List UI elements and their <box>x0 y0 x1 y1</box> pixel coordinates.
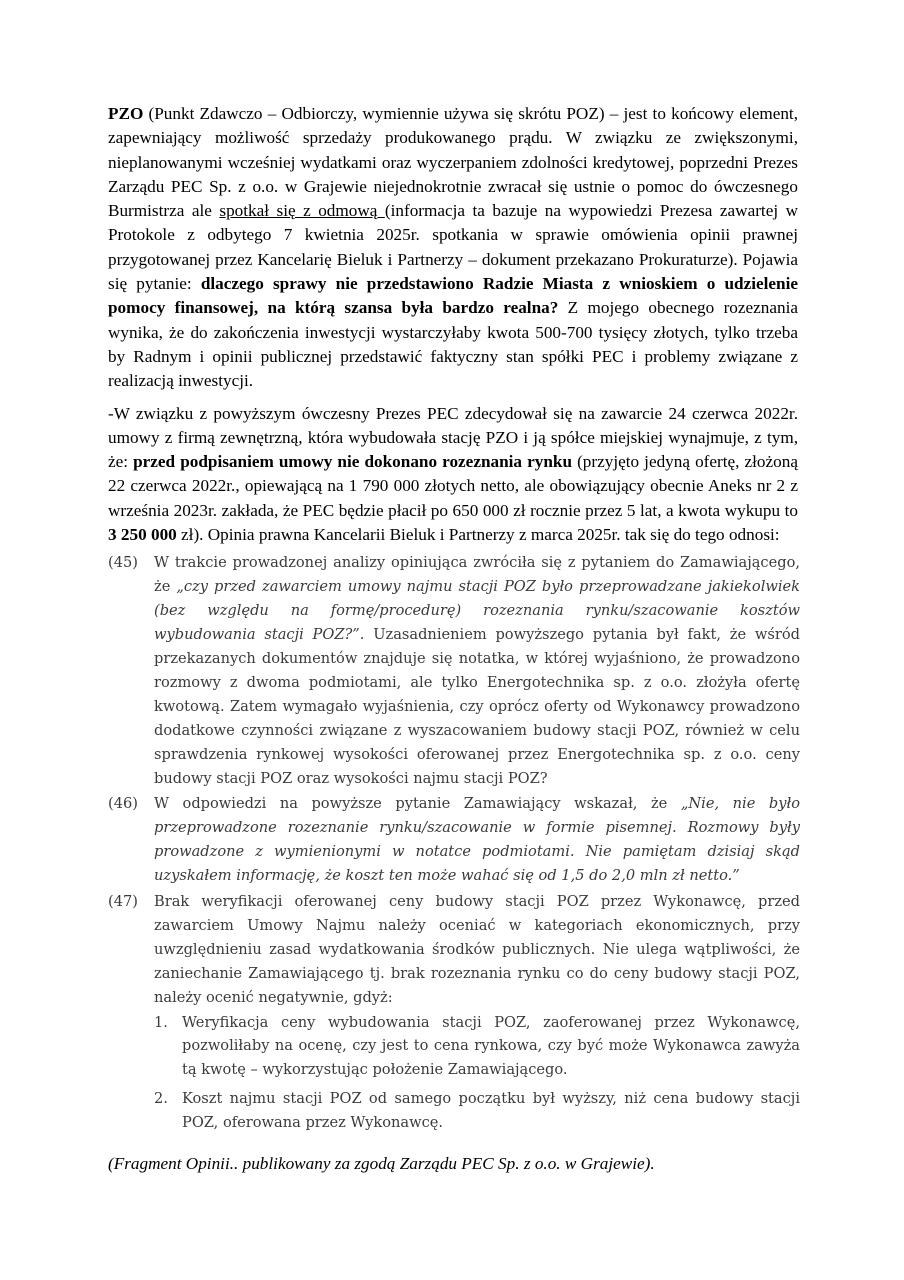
term-pzo: PZO <box>108 104 144 123</box>
point-text-part: W trakcie prowadzonej analizy opiniująca zwróciła się z pytaniem do Zamawiającego, że <box>154 554 800 596</box>
list-item <box>154 1011 800 1083</box>
point-number: (46) <box>108 795 138 813</box>
paragraph-text: Z mojego obecnego rozeznania wynika, że do zakończenia inwestycji wystarczyłaby kwota 500-700 tysięcy złotych, tylko trzeba by Radnym i opinii publicznej przedstawić faktyczny stan spółki PEC i problemy związane z realizacją inwestycji. <box>108 298 798 391</box>
bold-statement: przed podpisaniem umowy nie dokonano rozeznania rynku <box>133 452 572 472</box>
list-item-text: Weryfikacja ceny wybudowania stacji POZ, zaoferowanej przez Wykonawcę, pozwoliłaby na ocenę, czy jest to cena rynkowa, czy być może Wykonawca zawyża tą kwotę – wykorzystując położenie Zamawiającego. <box>182 1013 800 1079</box>
list-item <box>154 1087 800 1135</box>
numbered-list <box>154 1011 800 1136</box>
legal-opinion-excerpt <box>108 551 800 1140</box>
bold-amount: 3 250 000 <box>108 525 177 545</box>
point-text-part: Brak weryfikacji oferowanej ceny budowy stacji POZ przez Wykonawcę, przed zawarciem Umowy Najmu należy oceniać w kategoriach ekonomicznych, przy uwzględnieniu zasad wydatkowania środków publicznych. Nie ulega wątpliwości, że zaniechanie Zamawiającego tj. brak rozeznania rynku co do ceny budowy stacji POZ, należy ocenić negatywnie, gdyż: <box>154 893 800 1006</box>
underlined-phrase: spotkał się z odmową <box>219 201 385 221</box>
paragraph-pzo <box>108 102 798 394</box>
list-item-number: 1. <box>154 1013 168 1031</box>
paragraph-text: (Punkt Zdawczo – Odbiorczy, wymiennie używa się skrótu POZ) – jest to końcowy element, zapewniający możliwość sprzedaży produkowanego prądu. W związku ze zwiększonymi, nieplanowanymi wcześniej wydatkami oraz wyczerpaniem zdolności kredytowej, poprzedni Prezes Zarządu PEC Sp. z o.o. w Grajewie niejednokrotnie zwracał się ustnie o pomoc do ówczesnego Burmistrza ale <box>108 104 798 221</box>
bold-question: dlaczego sprawy nie przedstawiono Radzie Miasta z wnioskiem o udzielenie pomocy finansowej, na którą szansa była bardzo realna? <box>108 274 798 318</box>
paragraph-text: zł). Opinia prawna Kancelarii Bieluk i Partnerzy z marca 2025r. tak się do tego odnosi: <box>176 525 780 545</box>
point-number: (47) <box>108 893 138 911</box>
paragraph-text: -W związku z powyższym ówczesny Prezes PEC zdecydował się na zawarcie 24 czerwca 2022r. umowy z firmą zewnętrzną, która wybudowała stację PZO i ją spółce miejskiej wynajmuje, z tym, że: <box>108 403 798 472</box>
paragraph-text: (informacja ta bazuje na wypowiedzi Prezesa zawartej w Protokole z odbytego 7 kwietnia 2025r. spotkania w sprawie omówienia opinii prawnej przygotowanej przez Kancelarię Bieluk i Partnerzy – dokument przekazano Prokuraturze). Pojawia się pytanie: <box>108 201 799 294</box>
list-item-number: 2. <box>154 1090 168 1108</box>
point-text <box>154 792 800 888</box>
opinion-point-46 <box>108 792 800 888</box>
point-text <box>154 890 800 1140</box>
point-text-part: Uzasadnieniem powyższego pytania był fakt, że wśród przekazanych dokumentów znajduje się notatka, w której wyjaśniono, że prowadzono rozmowy z dwoma podmiotami, ale tylko Energotechnika sp. z o.o. złożyła ofertę kwotową. Zatem wymagało wyjaśnienia, czy oprócz oferty od Wykonawcy prowadzono dodatkowe czynności związane z wyszacowaniem budowy stacji POZ, również w celu sprawdzenia rynkowej wysokości oferowanej przez Energotechnika sp. z o.o. ceny budowy stacji POZ oraz wysokości najmu stacji POZ? <box>154 626 800 787</box>
paragraph-contract <box>108 402 798 548</box>
point-text-part: W odpowiedzi na powyższe pytanie Zamawiający wskazał, że <box>154 795 681 813</box>
list-item-text: Koszt najmu stacji POZ od samego początku był wyższy, niż cena budowy stacji POZ, oferowana przez Wykonawcę. <box>182 1090 800 1132</box>
excerpt-caption: (Fragment Opinii.. publikowany za zgodą Zarządu PEC Sp. z o.o. w Grajewie). <box>108 1154 655 1174</box>
quoted-answer: „Nie, nie było przeprowadzone rozeznanie rynku/szacowanie w formie pisemnej. Rozmowy były prowadzone z wymienionymi w notatce podmiotami. Nie pamiętam dzisiaj skąd uzyskałem informację, że koszt ten może wahać się od 1,5 do 2,0 mln zł netto.” <box>154 795 800 885</box>
opinion-point-45 <box>108 551 800 790</box>
document-page <box>108 102 798 1176</box>
point-number: (45) <box>108 554 138 572</box>
opinion-point-47 <box>108 890 800 1140</box>
point-text <box>154 551 800 790</box>
quoted-question: „czy przed zawarciem umowy najmu stacji POZ było przeprowadzane jakiekolwiek (bez względu na formę/procedurę) rozeznania rynku/szacowanie kosztów wybudowania stacji POZ?”. <box>154 578 800 644</box>
paragraph-text: (przyjęto jedyną ofertę, złożoną 22 czerwca 2022r., opiewającą na 1 790 000 złotych netto, ale obowiązujący obecnie Aneks nr 2 z września 2023r. zakłada, że PEC będzie płacił po 650 000 zł rocznie przez 5 lat, a kwota wykupu to <box>108 452 798 520</box>
